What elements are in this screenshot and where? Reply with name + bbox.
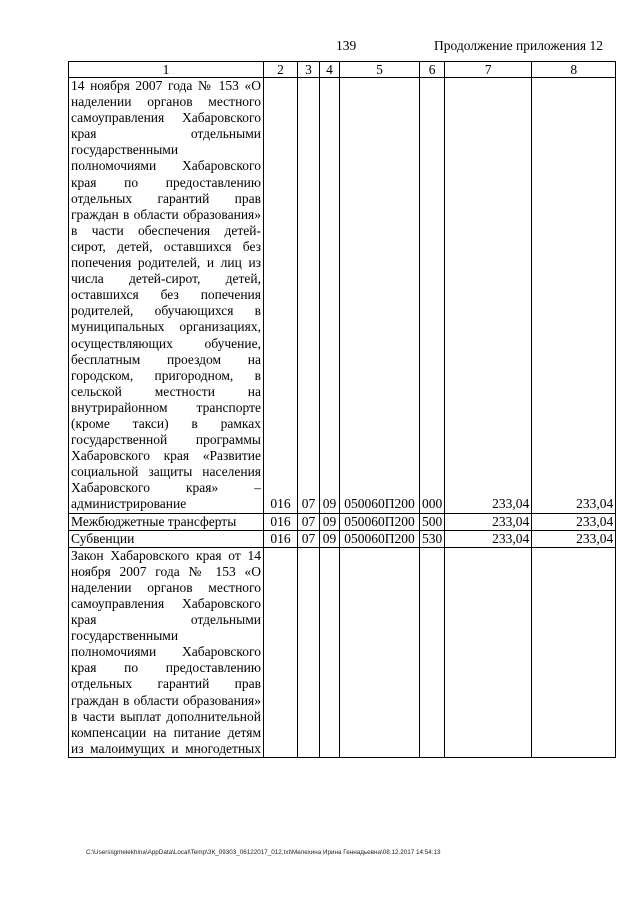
budget-table — [68, 61, 616, 758]
cell-c2: 016 — [264, 530, 298, 547]
column-header: 2 — [264, 62, 298, 78]
table-row — [69, 530, 616, 547]
cell-c5: 050060П200 — [340, 513, 420, 530]
column-header: 8 — [532, 62, 616, 78]
cell-c2: 016 — [264, 78, 298, 514]
page-number: 139 — [336, 38, 357, 53]
item-description — [69, 78, 264, 514]
cell-c6: 530 — [420, 530, 445, 547]
cell-c6: 000 — [420, 78, 445, 514]
cell-c3: 07 — [298, 530, 320, 547]
cell-c4: 09 — [320, 513, 340, 530]
cell-c5: 050060П200 — [340, 530, 420, 547]
cell-c2: 016 — [264, 513, 298, 530]
column-header: 3 — [298, 62, 320, 78]
column-header: 4 — [320, 62, 340, 78]
cell-c8: 233,04 — [532, 513, 616, 530]
column-header: 7 — [445, 62, 532, 78]
row-name: Субвенции — [69, 530, 264, 547]
column-header: 1 — [69, 62, 264, 78]
file-path-footer: C:\Users\igmelekhina\AppData\Local\Temp\ЗК_09303_06122017_012.txt\Мелехина Ирина Геннадьевна\08.12.2017 14:54:13 — [86, 849, 441, 856]
law-description-text: Закон Хабаровского края от 14 ноября 2007 года № 153 «О наделении органов местного самоуправления Хабаровского края отдельными государственными полномочиями Хабаровского края по предоставлению отдельных гарантий прав граждан в области образования» в части выплат дополнительной компенсации на питание детям из малоимущих и многодетных — [69, 547, 264, 757]
cell-c8: 233,04 — [532, 530, 616, 547]
cell-c8: 233,04 — [532, 78, 616, 514]
cell-c3: 07 — [298, 513, 320, 530]
cell-c3: 07 — [298, 78, 320, 514]
table-row — [69, 78, 616, 514]
table-row — [69, 513, 616, 530]
column-header: 6 — [420, 62, 445, 78]
cell-c7: 233,04 — [445, 78, 532, 514]
law-description-text: 14 ноября 2007 года № 153 «О наделении органов местного самоуправления Хабаровского края отдельными государственными полномочиями Хабаровского края по предоставлению отдельных гарантий прав граждан в области образования» в части обеспечения детей-сирот, детей, оставшихся без попечения родителей, и лиц из числа детей-сирот, детей, оставшихся без попечения родителей, обучающихся в муниципальных организациях, осуществляющих обучение, бесплатным проездом на городском, пригородном, в сельской местности на внутрирайонном транспорте (кроме такси) в рамках государственной программы Хабаровского края «Развитие социальной защиты населения Хабаровского края» – — [71, 78, 261, 496]
cell-c4: 09 — [320, 78, 340, 514]
appendix-continuation-label: Продолжение приложения 12 — [434, 38, 604, 53]
column-header: 5 — [340, 62, 420, 78]
cell-c6: 500 — [420, 513, 445, 530]
column-header-row — [69, 62, 616, 78]
row-name: администрирование — [71, 496, 187, 512]
row-name: Межбюджетные трансферты — [69, 513, 264, 530]
cell-c7: 233,04 — [445, 530, 532, 547]
table-row — [69, 547, 616, 757]
cell-c7: 233,04 — [445, 513, 532, 530]
cell-c4: 09 — [320, 530, 340, 547]
cell-c5: 050060П200 — [340, 78, 420, 514]
